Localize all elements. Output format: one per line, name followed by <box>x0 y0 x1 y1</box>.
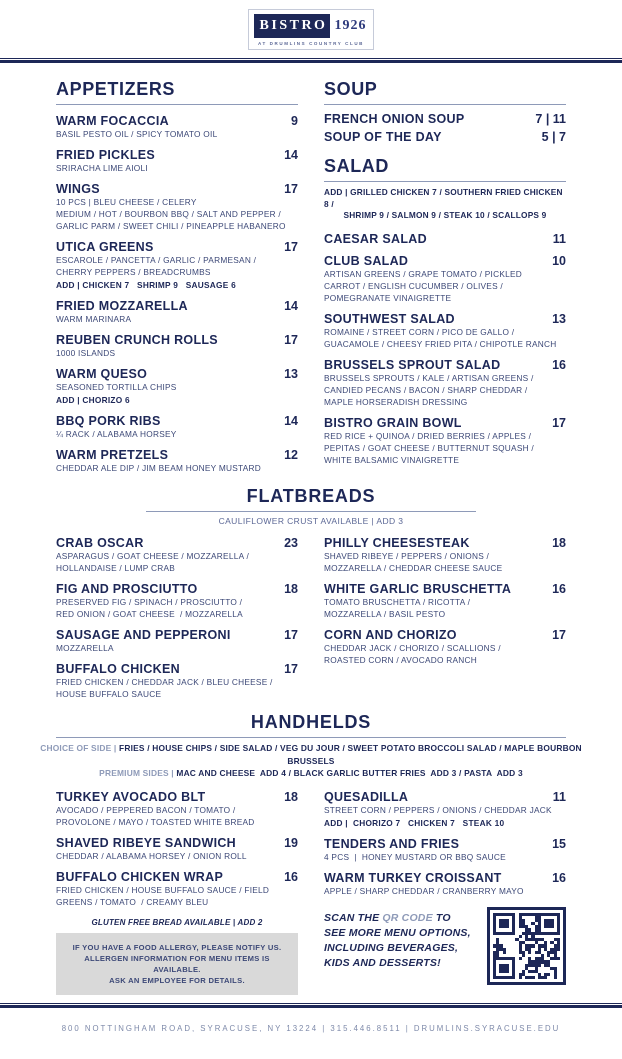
item-name: FRIED PICKLES <box>56 148 156 162</box>
appetizers-list <box>56 114 298 474</box>
menu-item <box>56 790 298 828</box>
item-description: BRUSSELS SPROUTS / KALE / ARTISAN GREENS / <box>324 372 534 383</box>
menu-item-header <box>324 871 566 885</box>
item-price: 11 <box>552 789 566 804</box>
menu-item-header <box>324 358 566 372</box>
qr-text-pre: SCAN THE <box>324 911 383 924</box>
menu-item-header <box>56 299 298 313</box>
handhelds-right-list <box>324 790 566 897</box>
item-description: HOLLANDAISE / LUMP CRAB <box>56 563 176 573</box>
item-description: 10 PCS | BLEU CHEESE / CELERY <box>56 197 197 207</box>
item-description: CHEDDAR JACK / CHORIZO / SCALLIONS / <box>324 643 501 653</box>
item-description: ESCAROLE / PANCETTA / GARLIC / PARMESAN / <box>56 255 257 265</box>
menu-item <box>56 662 298 700</box>
item-name: SAUSAGE AND PEPPERONI <box>56 628 231 642</box>
item-description: GREENS / TOMATO / CREAMY BLEU <box>56 896 209 907</box>
item-description: 1000 ISLANDS <box>56 348 116 358</box>
menu-item-header <box>324 536 566 550</box>
menu-item <box>56 240 298 291</box>
item-description: TOMATO BRUSCHETTA / RICOTTA / <box>324 597 471 607</box>
premium-sides-line <box>22 767 600 780</box>
item-name: WARM FOCACCIA <box>56 114 169 128</box>
item-description: WARM MARINARA <box>56 314 132 324</box>
handhelds-divider <box>56 737 566 738</box>
item-description: CANDIED PECANS / BACON / SHARP CHEDDAR / <box>324 384 528 395</box>
item-price: 16 <box>284 869 298 884</box>
item-name: CLUB SALAD <box>324 253 409 268</box>
handhelds-left-column <box>56 790 298 995</box>
item-description: RED ONION / GOAT CHEESE / MOZZARELLA <box>56 609 243 619</box>
item-name: FRIED MOZZARELLA <box>56 299 188 313</box>
item-name: QUESADILLA <box>324 789 409 804</box>
item-price: 18 <box>284 789 298 804</box>
item-price: 14 <box>284 299 298 313</box>
item-description: CHEDDAR ALE DIP / JIM BEAM HONEY MUSTARD <box>56 463 262 473</box>
item-description: 4 PCS | HONEY MUSTARD OR BBQ SAUCE <box>324 851 506 862</box>
menu-item-header <box>56 536 298 550</box>
handhelds-right-column <box>324 790 566 995</box>
menu-item-header <box>324 628 566 642</box>
qr-text-highlight: QR CODE <box>382 911 433 924</box>
item-price: 17 <box>552 415 566 430</box>
item-description: AVOCADO / PEPPERED BACON / TOMATO / <box>56 804 236 815</box>
item-name: BRUSSELS SPROUT SALAD <box>324 357 501 372</box>
menu-item-header <box>56 367 298 381</box>
item-description: ¼ RACK / ALABAMA HORSEY <box>56 429 177 439</box>
item-name: TURKEY AVOCADO BLT <box>56 789 206 804</box>
item-name: SHAVED RIBEYE SANDWICH <box>56 835 236 850</box>
item-name: BUFFALO CHICKEN WRAP <box>56 869 224 884</box>
appetizers-heading: APPETIZERS <box>56 79 298 105</box>
choice-of-side-options: FRIES / HOUSE CHIPS / SIDE SALAD / VEG DU JOUR / SWEET POTATO BROCCOLI SALAD / MAPLE BOURBON BRUSSELS <box>116 743 585 766</box>
item-price: 17 <box>284 628 298 642</box>
menu-item <box>56 333 298 359</box>
menu-item <box>324 358 566 408</box>
menu-item <box>324 628 566 666</box>
menu-item <box>324 130 566 144</box>
menu-item <box>56 299 298 325</box>
item-name: CAESAR SALAD <box>324 231 427 246</box>
item-description: FRIED CHICKEN / CHEDDAR JACK / BLEU CHEESE / <box>56 677 273 687</box>
item-description: PEPITAS / GOAT CHEESE / BUTTERNUT SQUASH / <box>324 442 534 453</box>
item-description: GARLIC PARM / SWEET CHILI / PINEAPPLE HABANERO <box>56 221 286 231</box>
item-description: BASIL PESTO OIL / SPICY TOMATO OIL <box>56 129 218 139</box>
menu-item-header <box>56 182 298 196</box>
item-name: WHITE GARLIC BRUSCHETTA <box>324 582 512 596</box>
menu-item-header <box>56 662 298 676</box>
item-price: 17 <box>552 628 566 642</box>
menu-item <box>324 837 566 863</box>
handhelds-section-header <box>56 712 566 738</box>
qr-code-grid <box>493 913 560 980</box>
item-description: FRIED CHICKEN / HOUSE BUFFALO SAUCE / FIELD <box>56 884 270 895</box>
item-description: PRESERVED FIG / SPINACH / PROSCIUTTO / <box>56 597 243 607</box>
menu-item <box>324 416 566 466</box>
menu-item <box>324 536 566 574</box>
allergy-line-1: IF YOU HAVE A FOOD ALLERGY, PLEASE NOTIFY US. <box>72 942 282 952</box>
flatbreads-divider <box>146 511 476 512</box>
item-description: MOZZARELLA <box>56 643 114 653</box>
item-name: CRAB OSCAR <box>56 536 144 550</box>
handhelds-left-list <box>56 790 298 908</box>
menu-item <box>56 628 298 654</box>
menu-item <box>324 312 566 350</box>
qr-code <box>487 907 566 986</box>
menu-item <box>324 871 566 897</box>
menu-item-header <box>56 333 298 347</box>
item-price: 14 <box>284 414 298 428</box>
item-name: BISTRO GRAIN BOWL <box>324 415 462 430</box>
item-description: HOUSE BUFFALO SAUCE <box>56 689 162 699</box>
item-name: CORN AND CHORIZO <box>324 628 457 642</box>
appetizers-column <box>56 79 298 482</box>
item-price: 9 <box>291 114 298 128</box>
flatbreads-left-column <box>56 536 298 708</box>
flatbreads-heading: FLATBREADS <box>246 486 376 506</box>
item-description: MAPLE HORSERADISH DRESSING <box>324 396 468 407</box>
item-description: MOZZARELLA / CHEDDAR CHEESE SAUCE <box>324 563 503 573</box>
menu-item <box>56 536 298 574</box>
footer <box>0 995 622 1059</box>
qr-callout <box>324 907 566 986</box>
handhelds-sides-note <box>22 742 600 780</box>
menu-content <box>0 63 622 995</box>
menu-item-header <box>324 837 566 851</box>
menu-item-header <box>56 582 298 596</box>
menu-item-header <box>56 148 298 162</box>
choice-of-side-label: CHOICE OF SIDE | <box>40 743 117 753</box>
menu-item <box>324 790 566 829</box>
item-name: WARM PRETZELS <box>56 448 169 462</box>
allergy-notice-box <box>56 933 298 995</box>
item-price: 18 <box>284 582 298 596</box>
gluten-free-note: GLUTEN FREE BREAD AVAILABLE | ADD 2 <box>91 917 263 927</box>
soup-heading: SOUP <box>324 79 566 105</box>
menu-item <box>56 367 298 406</box>
premium-sides-options: MAC AND CHEESE ADD 4 / BLACK GARLIC BUTTER FRIES ADD 3 / PASTA ADD 3 <box>173 768 523 778</box>
flatbreads-columns <box>56 536 566 708</box>
item-price: 16 <box>552 870 566 885</box>
item-add-ons: ADD | CHICKEN 7 SHRIMP 9 SAUSAGE 6 <box>56 280 236 290</box>
choice-of-side-line <box>22 742 600 767</box>
soup-salad-column <box>324 79 566 482</box>
logo-wordmark <box>254 14 369 38</box>
item-name: WINGS <box>56 182 100 196</box>
item-price: 13 <box>552 311 566 326</box>
item-price: 10 <box>552 253 566 268</box>
item-description: GUACAMOLE / CHEESY FRIED PITA / CHIPOTLE RANCH <box>324 338 557 349</box>
menu-item <box>56 148 298 174</box>
header <box>0 0 622 50</box>
item-name: SOUP OF THE DAY <box>324 130 442 144</box>
item-add-ons: ADD | CHORIZO 6 <box>56 395 130 405</box>
flatbreads-subtitle: CAULIFLOWER CRUST AVAILABLE | ADD 3 <box>218 516 404 526</box>
salad-add-line-1: ADD | GRILLED CHICKEN 7 / SOUTHERN FRIED CHICKEN 8 / <box>324 187 563 209</box>
item-name: WARM TURKEY CROISSANT <box>324 870 502 885</box>
menu-item-header <box>56 790 298 804</box>
item-name: SOUTHWEST SALAD <box>324 311 455 326</box>
item-price: 15 <box>552 836 566 851</box>
menu-item-header <box>324 130 566 144</box>
item-description: PROVOLONE / MAYO / TOASTED WHITE BREAD <box>56 816 255 827</box>
item-name: BBQ PORK RIBS <box>56 414 161 428</box>
menu-item <box>56 448 298 474</box>
menu-item-header <box>56 448 298 462</box>
item-price: 14 <box>284 148 298 162</box>
item-description: RED RICE + QUINOA / DRIED BERRIES / APPLES / <box>324 430 532 441</box>
item-description: ROMAINE / STREET CORN / PICO DE GALLO / <box>324 326 515 337</box>
menu-item <box>56 870 298 908</box>
salad-add-line-2: SHRIMP 9 / SALMON 9 / STEAK 10 / SCALLOPS 9 <box>343 210 547 220</box>
menu-item-header <box>56 114 298 128</box>
logo-tagline: AT DRUMLINS COUNTRY CLUB <box>257 41 365 46</box>
menu-item-header <box>56 836 298 850</box>
premium-sides-label: PREMIUM SIDES | <box>99 768 174 778</box>
item-description: CHEDDAR / ALABAMA HORSEY / ONION ROLL <box>56 850 247 861</box>
item-description: SRIRACHA LIME AIOLI <box>56 163 148 173</box>
item-name: PHILLY CHEESESTEAK <box>324 536 470 550</box>
qr-text-post: TO SEE MORE MENU OPTIONS, INCLUDING BEVERAGES, KIDS AND DESSERTS! <box>324 911 471 969</box>
item-price: 19 <box>284 835 298 850</box>
salad-add-note <box>324 187 566 222</box>
item-description: CARROT / ENGLISH CUCUMBER / OLIVES / <box>324 280 503 291</box>
item-price: 23 <box>284 536 298 550</box>
handhelds-columns <box>56 790 566 995</box>
salad-heading: SALAD <box>324 156 566 182</box>
menu-item-header <box>56 870 298 884</box>
footer-contact-info: 800 NOTTINGHAM ROAD, SYRACUSE, NY 13224 | 315.446.8511 | DRUMLINS.SYRACUSE.EDU <box>61 1023 561 1033</box>
flatbreads-right-column <box>324 536 566 708</box>
restaurant-logo <box>248 9 375 50</box>
item-description: MEDIUM / HOT / BOURBON BBQ / SALT AND PEPPER / <box>56 209 281 219</box>
qr-callout-text <box>324 907 475 971</box>
item-description: WHITE BALSAMIC VINAIGRETTE <box>324 454 460 465</box>
menu-item <box>56 182 298 232</box>
item-name: FRENCH ONION SOUP <box>324 112 465 126</box>
item-name: BUFFALO CHICKEN <box>56 662 180 676</box>
item-add-ons: ADD | CHORIZO 7 CHICKEN 7 STEAK 10 <box>324 817 505 828</box>
salad-list <box>324 232 566 466</box>
item-price: 17 <box>284 240 298 254</box>
menu-item-header <box>324 232 566 246</box>
item-price: 12 <box>284 448 298 462</box>
allergy-line-2: ALLERGEN INFORMATION FOR MENU ITEMS IS AVAILABLE. <box>84 953 270 974</box>
item-description: SHAVED RIBEYE / PEPPERS / ONIONS / <box>324 551 490 561</box>
menu-item <box>324 112 566 126</box>
footer-divider <box>0 1003 622 1008</box>
item-description: MOZZARELLA / BASIL PESTO <box>324 609 446 619</box>
handhelds-heading: HANDHELDS <box>250 712 372 732</box>
menu-item <box>56 836 298 862</box>
menu-item <box>324 582 566 620</box>
item-name: UTICA GREENS <box>56 240 154 254</box>
item-price: 17 <box>284 182 298 196</box>
item-description: STREET CORN / PEPPERS / ONIONS / CHEDDAR JACK <box>324 804 552 815</box>
item-description: SEASONED TORTILLA CHIPS <box>56 382 177 392</box>
item-description: POMEGRANATE VINAIGRETTE <box>324 292 452 303</box>
item-description: APPLE / SHARP CHEDDAR / CRANBERRY MAYO <box>324 885 524 896</box>
item-price: 16 <box>552 357 566 372</box>
menu-item-header <box>324 582 566 596</box>
item-name: REUBEN CRUNCH ROLLS <box>56 333 218 347</box>
menu-item-header <box>324 254 566 268</box>
logo-bistro-text: BISTRO <box>254 14 331 38</box>
item-description: ARTISAN GREENS / GRAPE TOMATO / PICKLED <box>324 268 523 279</box>
menu-item-header <box>324 416 566 430</box>
menu-item-header <box>56 240 298 254</box>
item-price: 18 <box>552 536 566 550</box>
menu-item <box>324 232 566 246</box>
item-description: ASPARAGUS / GOAT CHEESE / MOZZARELLA / <box>56 551 249 561</box>
menu-item <box>56 582 298 620</box>
item-description: CHERRY PEPPERS / BREADCRUMBS <box>56 267 211 277</box>
menu-item <box>56 114 298 140</box>
item-description: ROASTED CORN / AVOCADO RANCH <box>324 655 477 665</box>
menu-item-header <box>324 312 566 326</box>
item-price: 5 | 7 <box>541 130 566 144</box>
item-name: FIG AND PROSCIUTTO <box>56 582 198 596</box>
menu-item-header <box>56 628 298 642</box>
item-price: 16 <box>552 582 566 596</box>
item-name: WARM QUESO <box>56 367 148 381</box>
menu-item-header <box>56 414 298 428</box>
item-price: 7 | 11 <box>535 112 566 126</box>
item-price: 17 <box>284 333 298 347</box>
menu-item <box>56 414 298 440</box>
item-price: 17 <box>284 662 298 676</box>
flatbreads-section-header <box>56 486 566 526</box>
menu-item-header <box>324 112 566 126</box>
soup-list <box>324 112 566 144</box>
logo-year-text: 1926 <box>334 18 367 33</box>
item-name: TENDERS AND FRIES <box>324 836 460 851</box>
top-columns <box>56 79 566 482</box>
allergy-line-3: ASK AN EMPLOYEE FOR DETAILS. <box>109 975 245 985</box>
item-price: 11 <box>552 231 566 246</box>
menu-item <box>324 254 566 304</box>
menu-item-header <box>324 790 566 804</box>
item-price: 13 <box>284 367 298 381</box>
